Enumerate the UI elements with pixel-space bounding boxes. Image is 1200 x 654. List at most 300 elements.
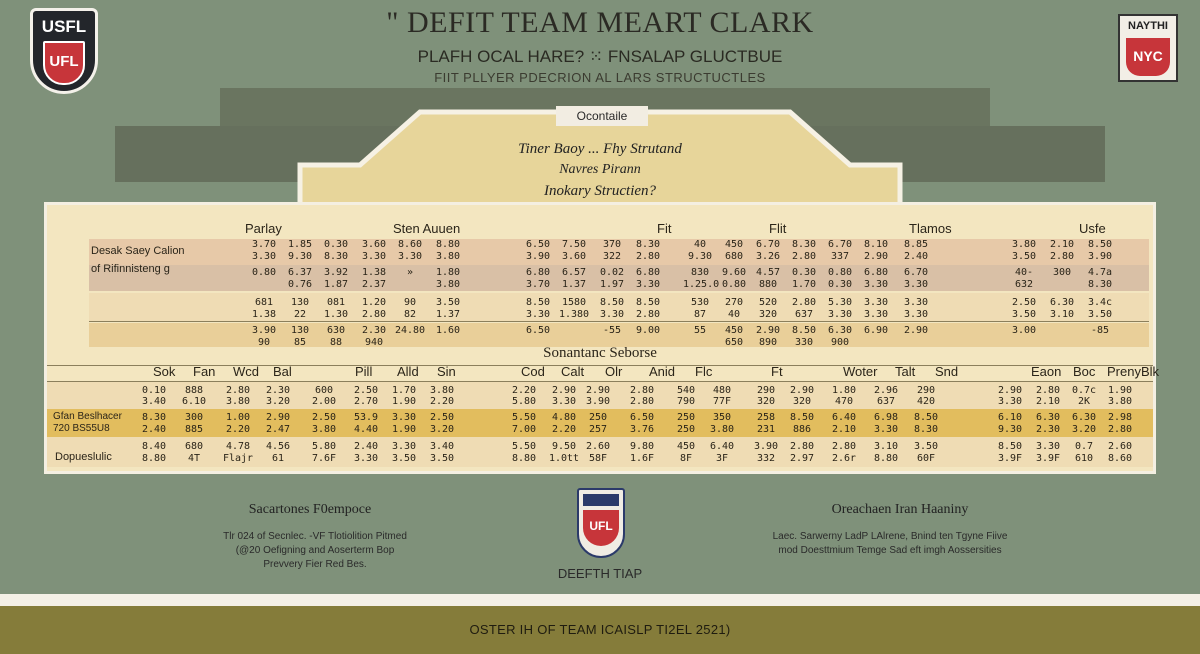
top-cell: 330 xyxy=(794,337,814,348)
top-cell: 40 xyxy=(727,309,741,320)
top-cell: 270 xyxy=(724,297,744,308)
top-cell: -85 xyxy=(1090,325,1110,336)
top-row-label-1: Desak Saey Calion xyxy=(91,245,185,257)
top-cell: 3.90 xyxy=(1087,251,1113,262)
bottom-cell: 3.30 xyxy=(391,412,417,423)
top-cell: 3.00 xyxy=(1011,325,1037,336)
bottom-cell: 8.50 xyxy=(913,412,939,423)
bottom-left-text xyxy=(180,530,450,572)
top-cell: 1.97 xyxy=(599,279,625,290)
top-cell: 3.26 xyxy=(755,251,781,262)
top-cell: 2.30 xyxy=(361,325,387,336)
bottom-cell: 2.80 xyxy=(629,385,655,396)
team-logo-right-badge: NYC xyxy=(1126,38,1170,76)
top-cell: 0.30 xyxy=(791,267,817,278)
top-cell: 2.90 xyxy=(755,325,781,336)
top-cell: 2.80 xyxy=(635,309,661,320)
top-cell: 1.80 xyxy=(435,267,461,278)
bottom-cell: 3.30 xyxy=(551,396,577,407)
top-cell: 940 xyxy=(364,337,384,348)
bottom-cell: Flajr xyxy=(222,453,254,464)
bottom-cell: 7.6F xyxy=(311,453,337,464)
top-cell: 0.80 xyxy=(721,279,747,290)
bottom-cell: 4.40 xyxy=(353,424,379,435)
bottom-cell: 3.40 xyxy=(429,441,455,452)
top-cell: 0.76 xyxy=(287,279,313,290)
top-cell: 6.30 xyxy=(827,325,853,336)
center-label: DEEFTH TIAP xyxy=(557,566,643,581)
bottom-cell: 3.30 xyxy=(873,424,899,435)
top-header-1: Parlay xyxy=(245,221,282,236)
top-cell: 9.30 xyxy=(287,251,313,262)
top-cell: 6.80 xyxy=(863,267,889,278)
bottom-cell: 5.80 xyxy=(311,441,337,452)
top-cell: 1.30 xyxy=(323,309,349,320)
footer-strip xyxy=(0,594,1200,606)
bottom-cell: 3.20 xyxy=(1071,424,1097,435)
top-cell: 3.30 xyxy=(863,279,889,290)
bottom-cell: 2.80 xyxy=(629,396,655,407)
top-cell: 2.80 xyxy=(791,251,817,262)
bottom-cell: 6.98 xyxy=(873,412,899,423)
top-cell: 9.00 xyxy=(635,325,661,336)
top-cell: 0.30 xyxy=(827,279,853,290)
bottom-left-line-2: (@20 Oefigning and Aoserterm Bop xyxy=(235,545,395,556)
bottom-cell: 2.6r xyxy=(831,453,857,464)
top-cell: 6.30 xyxy=(1049,297,1075,308)
bottom-cell: 3.50 xyxy=(913,441,939,452)
bottom-header: Bal xyxy=(273,364,292,379)
bottom-cell: 2.50 xyxy=(353,385,379,396)
bottom-cell: 300 xyxy=(184,412,204,423)
bottom-cell: 1.00 xyxy=(225,412,251,423)
top-cell: 3.80 xyxy=(435,251,461,262)
top-cell: 450 xyxy=(724,239,744,250)
bottom-right-title: Oreachaen Iran Haaniny xyxy=(831,502,969,517)
top-cell: 681 xyxy=(254,297,274,308)
center-shield-stars xyxy=(583,494,619,506)
bottom-cell: 2.60 xyxy=(585,441,611,452)
bottom-cell: 3.40 xyxy=(141,396,167,407)
bottom-header-divider xyxy=(47,381,1153,382)
top-cell: 3.60 xyxy=(361,239,387,250)
top-cell: 3.90 xyxy=(251,325,277,336)
top-row-label-2: of Rifinnisteng g xyxy=(91,263,170,275)
bottom-cell: 4.56 xyxy=(265,441,291,452)
bottom-cell: 3.76 xyxy=(629,424,655,435)
bottom-cell: 0.7c xyxy=(1071,385,1097,396)
top-cell: 2.50 xyxy=(1011,297,1037,308)
top-cell: 2.80 xyxy=(635,251,661,262)
bottom-cell: 2.90 xyxy=(997,385,1023,396)
bottom-cell: 8.60 xyxy=(1107,453,1133,464)
bottom-cell: 0.10 xyxy=(141,385,167,396)
top-cell: 8.30 xyxy=(791,239,817,250)
bottom-cell: 1.0tt xyxy=(548,453,580,464)
top-cell: 2.90 xyxy=(903,325,929,336)
top-divider xyxy=(89,321,1149,322)
bottom-left-line-1: Tlr 024 of Secnlec. -VF Tlotiolition Pitmed xyxy=(223,531,407,542)
top-cell: 90 xyxy=(403,297,417,308)
top-cell: 3.80 xyxy=(1011,239,1037,250)
bottom-cell: 3.20 xyxy=(265,396,291,407)
bottom-cell: 5.80 xyxy=(511,396,537,407)
bottom-header: Cod xyxy=(521,364,545,379)
top-cell: 88 xyxy=(329,337,343,348)
top-cell: 2.40 xyxy=(903,251,929,262)
top-cell: 1.37 xyxy=(561,279,587,290)
bottom-cell: 637 xyxy=(876,396,896,407)
top-cell: 3.70 xyxy=(251,239,277,250)
bottom-cell: 2.90 xyxy=(551,385,577,396)
top-cell: 8.50 xyxy=(1087,239,1113,250)
top-cell: 6.50 xyxy=(525,325,551,336)
bottom-cell: 8.40 xyxy=(141,441,167,452)
bottom-cell: 320 xyxy=(756,396,776,407)
bottom-cell: 610 xyxy=(1074,453,1094,464)
top-cell: 322 xyxy=(602,251,622,262)
bottom-cell: 2.40 xyxy=(141,424,167,435)
bottom-cell: 8.30 xyxy=(141,412,167,423)
top-cell: 82 xyxy=(403,309,417,320)
top-cell: 650 xyxy=(724,337,744,348)
bottom-cell: 2.80 xyxy=(831,441,857,452)
bottom-cell: 8.30 xyxy=(913,424,939,435)
bottom-cell: 290 xyxy=(756,385,776,396)
top-cell: 630 xyxy=(326,325,346,336)
footer-text: OSTER IH OF TEAM ICAISLP TI2EL 2521) xyxy=(469,622,731,637)
bottom-cell: 6.10 xyxy=(997,412,1023,423)
bottom-cell: 9.30 xyxy=(997,424,1023,435)
bottom-cell: 3.80 xyxy=(225,396,251,407)
top-cell: 6.70 xyxy=(903,267,929,278)
bottom-cell: 3.80 xyxy=(1107,396,1133,407)
pedestal-line-2: Navres Pirann xyxy=(559,162,641,177)
bottom-cell: 3.9F xyxy=(997,453,1023,464)
top-cell: 8.85 xyxy=(903,239,929,250)
top-cell: 40- xyxy=(1014,267,1034,278)
top-cell: 3.30 xyxy=(903,309,929,320)
top-cell: 3.30 xyxy=(863,297,889,308)
top-cell: 3.30 xyxy=(903,297,929,308)
top-cell: 3.30 xyxy=(361,251,387,262)
bottom-cell: 2.98 xyxy=(1107,412,1133,423)
bottom-header: Pill xyxy=(355,364,373,379)
top-cell: 3.50 xyxy=(1011,251,1037,262)
bottom-cell: 480 xyxy=(712,385,732,396)
bottom-cell: 2.90 xyxy=(265,412,291,423)
top-cell: 3.30 xyxy=(863,309,889,320)
top-cell: 3.50 xyxy=(1087,309,1113,320)
bottom-right-line-2: mod Doesttmium Temge Sad eft imgh Aossersities xyxy=(778,545,1002,556)
bottom-cell: 3.9F xyxy=(1035,453,1061,464)
top-cell: 1.380 xyxy=(558,309,590,320)
bottom-cell: 3.30 xyxy=(353,453,379,464)
top-cell: 8.50 xyxy=(791,325,817,336)
top-cell: 2.80 xyxy=(361,309,387,320)
top-cell: 300 xyxy=(1052,267,1072,278)
top-cell: 3.10 xyxy=(1049,309,1075,320)
bottom-cell: 9.50 xyxy=(551,441,577,452)
top-cell: 8.30 xyxy=(1087,279,1113,290)
bottom-cell: 1.90 xyxy=(1107,385,1133,396)
bottom-cell: 1.80 xyxy=(831,385,857,396)
pedestal-line-1: Tiner Baoy ... Fhy Strutand xyxy=(518,141,682,157)
top-cell: 3.30 xyxy=(635,279,661,290)
bottom-cell: 2.30 xyxy=(1035,424,1061,435)
bottom-cell: 61 xyxy=(271,453,285,464)
bottom-header: Fan xyxy=(193,364,216,379)
top-cell: 1580 xyxy=(561,297,587,308)
bottom-cell: 7.00 xyxy=(511,424,537,435)
pedestal-label: Ocontaile xyxy=(556,106,648,126)
bottom-cell: 250 xyxy=(588,412,608,423)
bottom-cell: 3.30 xyxy=(997,396,1023,407)
top-cell: 530 xyxy=(690,297,710,308)
bottom-cell: 420 xyxy=(916,396,936,407)
top-cell: 520 xyxy=(758,297,778,308)
bottom-cell: 2.20 xyxy=(429,396,455,407)
top-cell: 3.70 xyxy=(525,279,551,290)
bottom-cell: 5.50 xyxy=(511,441,537,452)
bottom-header: Boc xyxy=(1073,364,1096,379)
top-cell: 6.57 xyxy=(561,267,587,278)
top-cell: 4.7a xyxy=(1087,267,1113,278)
bottom-cell: 3.90 xyxy=(753,441,779,452)
top-cell: 3.50 xyxy=(1011,309,1037,320)
depth-chart-table xyxy=(44,202,1160,474)
bottom-cell: 6.30 xyxy=(1035,412,1061,423)
top-cell: 40 xyxy=(693,239,707,250)
top-cell: 6.70 xyxy=(827,239,853,250)
top-cell: 0.80 xyxy=(827,267,853,278)
top-cell: 3.80 xyxy=(435,279,461,290)
bottom-cell: 3.20 xyxy=(429,424,455,435)
section-title: Sonantanc Seborse xyxy=(543,345,657,361)
bottom-cell: 53.9 xyxy=(353,412,379,423)
bottom-header: Ft xyxy=(771,364,783,379)
top-cell: 1.85 xyxy=(287,239,313,250)
top-cell: 2.37 xyxy=(361,279,387,290)
top-cell: 2.10 xyxy=(1049,239,1075,250)
top-cell: 3.92 xyxy=(323,267,349,278)
bottom-cell: 3.50 xyxy=(391,453,417,464)
top-cell: 8.10 xyxy=(863,239,889,250)
bottom-cell: 320 xyxy=(792,396,812,407)
top-cell: 1.38 xyxy=(251,309,277,320)
bottom-cell: 4.80 xyxy=(551,412,577,423)
top-cell: 450 xyxy=(724,325,744,336)
top-cell: 5.30 xyxy=(827,297,853,308)
league-logo-left-text: USFL xyxy=(41,17,87,36)
top-cell: 1.70 xyxy=(791,279,817,290)
bottom-cell: 888 xyxy=(184,385,204,396)
top-cell: 830 xyxy=(690,267,710,278)
top-cell: 3.4c xyxy=(1087,297,1113,308)
bottom-cell: 450 xyxy=(676,441,696,452)
bottom-cell: 1.70 xyxy=(391,385,417,396)
bottom-cell: 77F xyxy=(712,396,732,407)
bottom-cell: 2.80 xyxy=(789,441,815,452)
bottom-cell: 470 xyxy=(834,396,854,407)
top-cell: 632 xyxy=(1014,279,1034,290)
bottom-cell: 350 xyxy=(712,412,732,423)
top-cell: 7.50 xyxy=(561,239,587,250)
top-cell: 8.30 xyxy=(635,239,661,250)
bottom-header: Flc xyxy=(695,364,713,379)
bottom-header: Anid xyxy=(649,364,676,379)
page-subtitle: PLAFH OCAL HARE? ⁙ FNSALAP GLUCTBUE xyxy=(417,47,783,66)
bottom-cell: 1.90 xyxy=(391,424,417,435)
top-cell: 680 xyxy=(724,251,744,262)
bottom-cell: 2.96 xyxy=(873,385,899,396)
center-shield-text: UFL xyxy=(583,510,619,546)
top-cell: 4.57 xyxy=(755,267,781,278)
bottom-cell: 1.6F xyxy=(629,453,655,464)
top-cell: 3.30 xyxy=(525,309,551,320)
bottom-cell: 1.90 xyxy=(391,396,417,407)
bottom-cell: 3.50 xyxy=(429,453,455,464)
bottom-cell: 8.50 xyxy=(997,441,1023,452)
top-cell: 8.50 xyxy=(525,297,551,308)
bottom-cell: 8.50 xyxy=(789,412,815,423)
top-cell: 900 xyxy=(830,337,850,348)
bottom-cell: 600 xyxy=(314,385,334,396)
bottom-cell: 0.7 xyxy=(1074,441,1094,452)
bottom-cell: 4.78 xyxy=(225,441,251,452)
bottom-cell: 2.30 xyxy=(265,385,291,396)
bottom-cell: 3.30 xyxy=(1035,441,1061,452)
top-cell: 8.50 xyxy=(599,297,625,308)
bottom-cell: 2.00 xyxy=(311,396,337,407)
bottom-cell: 332 xyxy=(756,453,776,464)
top-cell: 880 xyxy=(758,279,778,290)
bottom-cell: 6.10 xyxy=(181,396,207,407)
bottom-cell: 2.80 xyxy=(225,385,251,396)
top-cell: 8.30 xyxy=(323,251,349,262)
bottom-cell: 790 xyxy=(676,396,696,407)
bottom-header: Alld xyxy=(397,364,419,379)
bottom-row-label-2: 720 BS55U8 xyxy=(53,423,110,434)
top-cell: 0.80 xyxy=(251,267,277,278)
bottom-cell: 2.90 xyxy=(585,385,611,396)
center-shield-logo xyxy=(577,488,625,558)
bottom-cell: 3F xyxy=(715,453,729,464)
bottom-cell: 5.50 xyxy=(511,412,537,423)
top-cell: 6.37 xyxy=(287,267,313,278)
bottom-cell: 2.50 xyxy=(429,412,455,423)
bottom-cell: 540 xyxy=(676,385,696,396)
top-cell: 8.50 xyxy=(635,297,661,308)
top-cell: 1.25.0 xyxy=(683,279,720,290)
bottom-cell: 6.50 xyxy=(629,412,655,423)
top-cell: 320 xyxy=(758,309,778,320)
bottom-cell: 231 xyxy=(756,424,776,435)
bottom-cell: 2.97 xyxy=(789,453,815,464)
top-cell: 6.90 xyxy=(863,325,889,336)
top-cell: 1.87 xyxy=(323,279,349,290)
bottom-cell: 3.80 xyxy=(429,385,455,396)
top-cell: 3.30 xyxy=(599,309,625,320)
bottom-cell: 2.80 xyxy=(1035,385,1061,396)
top-cell: 9.60 xyxy=(721,267,747,278)
bottom-header: Snd xyxy=(935,364,959,379)
bottom-header: Woter xyxy=(843,364,878,379)
top-cell: 6.80 xyxy=(525,267,551,278)
bottom-cell: 8.80 xyxy=(511,453,537,464)
bottom-cell: 250 xyxy=(676,424,696,435)
top-cell: 6.70 xyxy=(755,239,781,250)
bottom-left-line-3: Prevvery Fier Red Bes. xyxy=(263,559,367,570)
top-cell: 6.50 xyxy=(525,239,551,250)
top-cell: 3.30 xyxy=(903,279,929,290)
bottom-cell: 886 xyxy=(792,424,812,435)
bottom-right-text xyxy=(740,530,1040,558)
top-cell: 22 xyxy=(293,309,307,320)
top-cell: 3.30 xyxy=(397,251,423,262)
bottom-header: Talt xyxy=(895,364,916,379)
top-cell: 6.80 xyxy=(635,267,661,278)
pedestal-line-3: Inokary Structien? xyxy=(543,183,657,199)
top-cell: 90 xyxy=(257,337,271,348)
bottom-cell: 2.20 xyxy=(551,424,577,435)
top-header-2: Sten Auuen xyxy=(393,221,461,236)
bottom-cell: 8.80 xyxy=(141,453,167,464)
bottom-cell: 3.80 xyxy=(311,424,337,435)
bottom-cell: 2.60 xyxy=(1107,441,1133,452)
bottom-cell: 3.10 xyxy=(873,441,899,452)
bottom-row-label-3: Dopueslulic xyxy=(55,451,112,463)
top-cell: -55 xyxy=(602,325,622,336)
top-cell: 1.20 xyxy=(361,297,387,308)
bottom-header: Calt xyxy=(561,364,585,379)
top-cell: 8.60 xyxy=(397,239,423,250)
top-cell: 9.30 xyxy=(687,251,713,262)
top-cell: 3.90 xyxy=(525,251,551,262)
bottom-header: Preny xyxy=(1107,364,1141,379)
bottom-cell: 58F xyxy=(588,453,608,464)
bottom-cell: 2K xyxy=(1077,396,1091,407)
top-header-4: Flit xyxy=(769,221,787,236)
bottom-cell: 2.20 xyxy=(225,424,251,435)
top-cell: 8.80 xyxy=(435,239,461,250)
bottom-header: Eaon xyxy=(1031,364,1062,379)
bottom-left-title: Sacartones F0empoce xyxy=(248,502,372,517)
bottom-header: Wcd xyxy=(233,364,259,379)
bottom-cell: 3.80 xyxy=(709,424,735,435)
top-cell: 0.02 xyxy=(599,267,625,278)
bottom-cell: 2.10 xyxy=(1035,396,1061,407)
bottom-cell: 885 xyxy=(184,424,204,435)
bottom-cell: 258 xyxy=(756,412,776,423)
top-cell: 1.37 xyxy=(435,309,461,320)
top-cell: 24.80 xyxy=(394,325,426,336)
top-cell: 890 xyxy=(758,337,778,348)
bottom-cell: 2.80 xyxy=(1107,424,1133,435)
bottom-cell: 2.10 xyxy=(831,424,857,435)
bottom-header: Blk xyxy=(1141,364,1160,379)
bottom-cell: 8F xyxy=(679,453,693,464)
top-cell: 3.50 xyxy=(435,297,461,308)
bottom-cell: 6.40 xyxy=(709,441,735,452)
bottom-cell: 290 xyxy=(916,385,936,396)
bottom-cell: 680 xyxy=(184,441,204,452)
bottom-header: Sok xyxy=(153,364,176,379)
bottom-cell: 9.80 xyxy=(629,441,655,452)
top-cell: 2.90 xyxy=(863,251,889,262)
top-cell: 081 xyxy=(326,297,346,308)
team-logo-right-text: NAYTHI xyxy=(1128,20,1168,32)
